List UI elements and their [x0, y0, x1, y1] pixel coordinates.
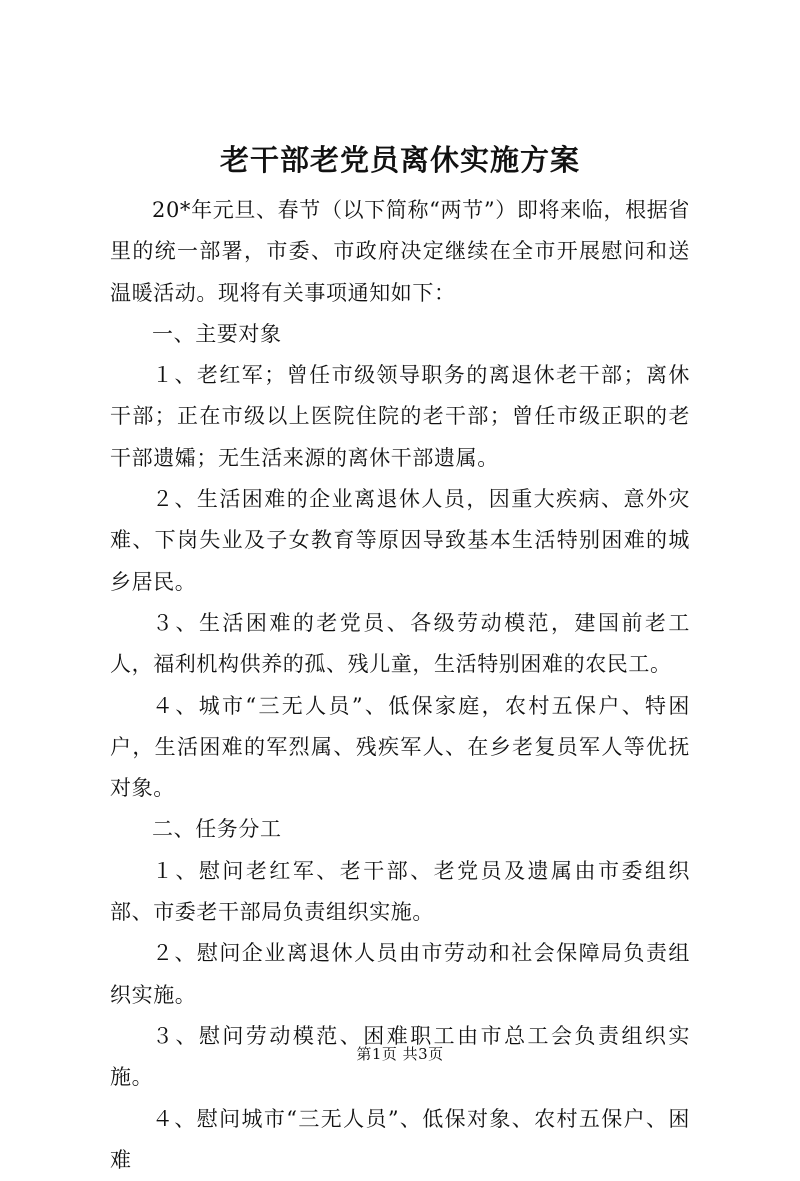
paragraph-target-3: ３、生活困难的老党员、各级劳动模范，建国前老工人，福利机构供养的孤、残儿童，生活特别困难的农民工。 — [110, 610, 690, 677]
document-body — [110, 190, 690, 1181]
document-title: 老干部老党员离休实施方案 — [219, 143, 580, 177]
paragraph-task-4: ４、慰问城市“三无人员”、低保对象、农村五保户、困难 — [110, 1106, 690, 1172]
paragraph-task-3: ３、慰问劳动模范、困难职工由市总工会负责组织实施。 — [110, 1023, 690, 1090]
paragraph-task-2: ２、慰问企业离退休人员由市劳动和社会保障局负责组织实施。 — [110, 941, 690, 1007]
paragraph-target-2: ２、生活困难的企业离退休人员，因重大疾病、意外灾难、下岗失业及子女教育等原因导致基本生活特别困难的城乡居民。 — [110, 487, 690, 594]
section-heading-task-division: 二、任务分工 — [152, 817, 282, 842]
paragraph-target-4: ４、城市“三无人员”、低保家庭，农村五保户、特困户，生活困难的军烈属、残疾军人、在乡老复员军人等优抚对象。 — [110, 693, 690, 801]
paragraph-target-1: １、老红军；曾任市级领导职务的离退休老干部；离休干部；正在市级以上医院住院的老干部；曾任市级正职的老干部遗孀；无生活来源的离休干部遗属。 — [110, 363, 690, 470]
page-footer: 第1页 共3页 — [356, 1045, 444, 1063]
section-heading-main-targets: 一、主要对象 — [152, 321, 282, 346]
paragraph-task-1: １、慰问老红军、老干部、老党员及遗属由市委组织部、市委老干部局负责组织实施。 — [110, 858, 690, 925]
paragraph-intro: 20*年元旦、春节（以下简称“两节”）即将来临，根据省里的统一部署，市委、市政府决定继续在全市开展慰问和送温暖活动。现将有关事项通知如下： — [110, 198, 690, 305]
